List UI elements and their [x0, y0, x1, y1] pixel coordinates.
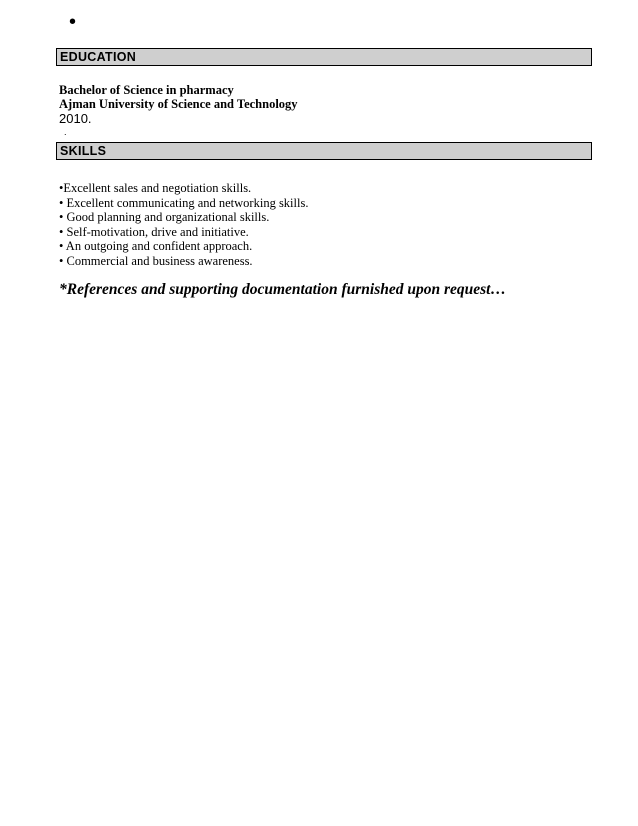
education-heading: EDUCATION — [60, 50, 137, 64]
education-university: Ajman University of Science and Technology — [59, 97, 298, 111]
references-footnote: *References and supporting documentation furnished upon request… — [59, 281, 506, 298]
education-section-header — [56, 48, 592, 66]
skill-item: • An outgoing and confident approach. — [59, 239, 253, 254]
skills-heading: SKILLS — [60, 144, 107, 158]
skill-item: • Self-motivation, drive and initiative. — [59, 224, 249, 239]
skill-item: • Good planning and organizational skills. — [59, 210, 270, 225]
skill-item: • Commercial and business awareness. — [59, 253, 253, 268]
skills-section-header — [56, 142, 592, 160]
skills-list — [59, 181, 308, 269]
list-bullet: • — [69, 11, 77, 33]
education-year: 2010. — [59, 111, 92, 126]
skill-item: •Excellent sales and negotiation skills. — [59, 181, 252, 195]
education-trailing-mark: . — [64, 127, 67, 137]
skill-item: • Excellent communicating and networking skills. — [59, 195, 309, 210]
education-degree: Bachelor of Science in pharmacy — [59, 83, 234, 97]
